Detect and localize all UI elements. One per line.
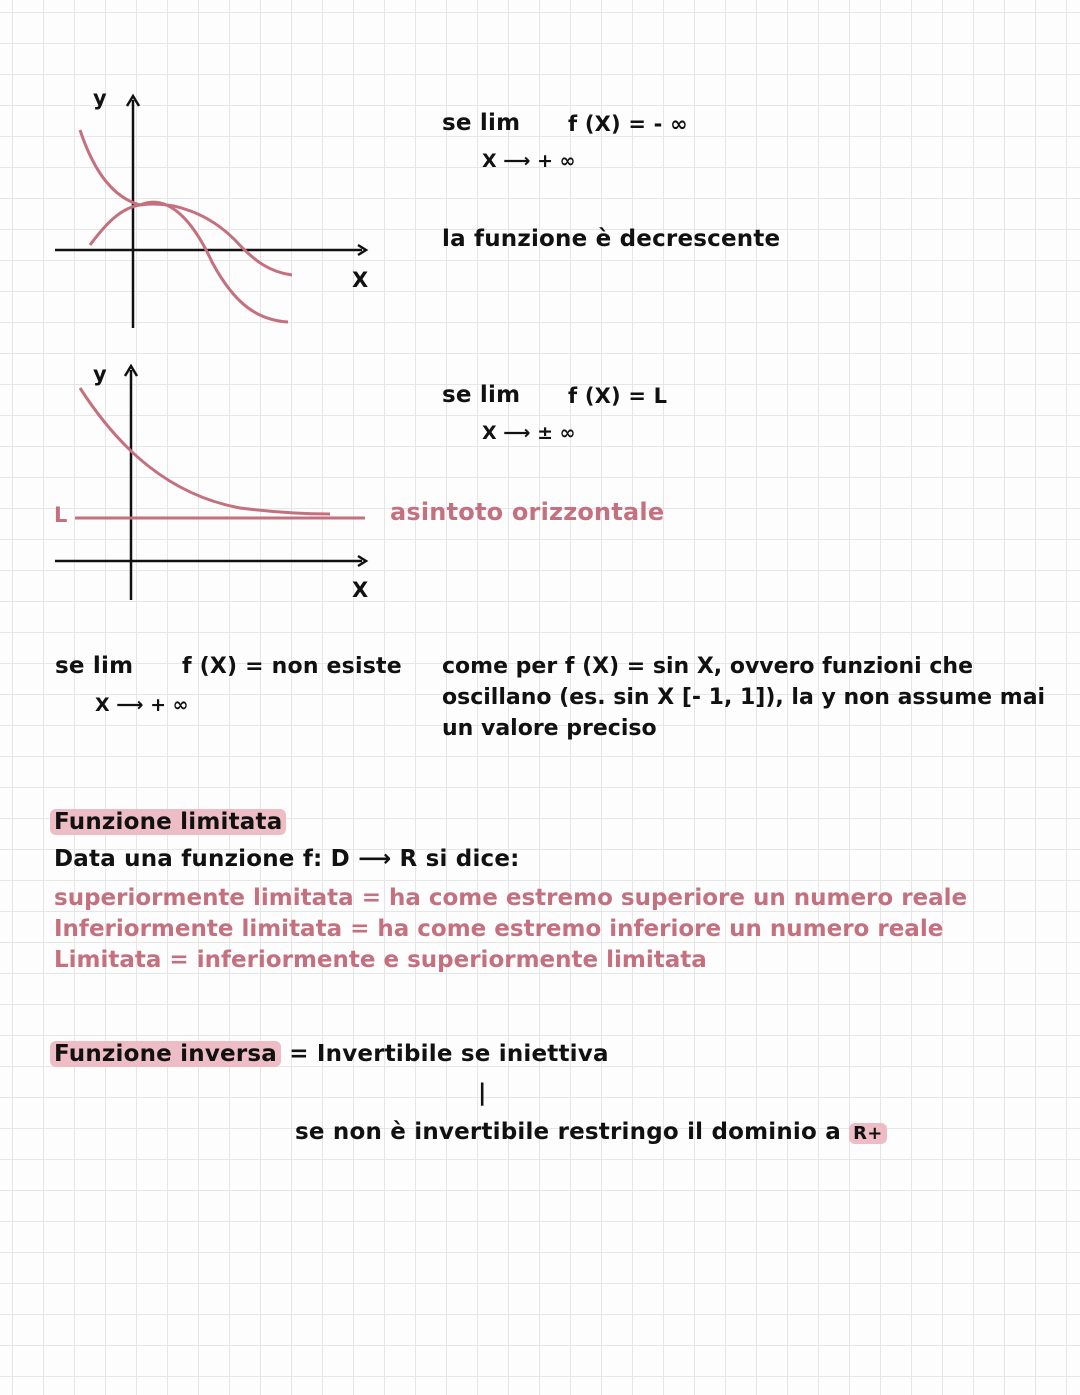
graph2-y-label: y <box>93 362 107 386</box>
limitata-line: superiormente limitata = ha come estremo superiore un numero reale <box>54 885 968 911</box>
limitata-line: Inferiormente limitata = ha come estremo inferiore un numero reale <box>54 916 944 942</box>
block3-fx: f (X) = non esiste <box>182 654 402 679</box>
block2-limit-sub: X ⟶ ± ∞ <box>482 422 576 444</box>
block1-note: la funzione è decrescente <box>442 226 781 252</box>
graph2-l-label: L <box>54 503 68 527</box>
graph1-curve-a <box>80 130 292 275</box>
block2-note: asintoto orizzontale <box>390 498 665 526</box>
block3-desc-line: un valore preciso <box>442 716 657 741</box>
block3-limit-sub: X ⟶ + ∞ <box>95 694 189 716</box>
limitata-heading: Funzione limitata <box>50 809 286 835</box>
graph2-x-label: X <box>352 578 369 602</box>
inversa-domain-tag: R+ <box>849 1123 886 1144</box>
block2-se-lim: se lim <box>442 382 521 408</box>
inversa-bar: | <box>478 1080 487 1106</box>
graph2-arrows <box>125 366 366 566</box>
inversa-note-row <box>295 1119 887 1145</box>
block1-fx: f (X) = - ∞ <box>568 112 688 136</box>
graph1-axes <box>55 100 362 328</box>
block2-fx: f (X) = L <box>568 384 668 408</box>
graph1-arrows <box>127 96 366 255</box>
block3-desc-line: come per f (X) = sin X, ovvero funzioni che <box>442 654 974 679</box>
inversa-text: = Invertibile se iniettiva <box>280 1041 609 1067</box>
inversa-heading: Funzione inversa <box>50 1041 281 1067</box>
limitata-definitions <box>54 883 967 976</box>
inversa-note: se non è invertibile restringo il dominio a <box>295 1119 841 1145</box>
block3-desc-line: oscillano (es. sin X [- 1, 1]), la y non assume mai <box>442 685 1046 710</box>
graph1-y-label: y <box>93 86 107 110</box>
limitata-intro: Data una funzione f: D ⟶ R si dice: <box>54 846 520 872</box>
graph2-curve <box>80 388 330 514</box>
block3-se-lim: se lim <box>55 653 134 679</box>
block1-limit-sub: X ⟶ + ∞ <box>482 150 576 172</box>
graph1-x-label: X <box>352 268 369 292</box>
graph2-axes <box>55 370 362 600</box>
inversa-row <box>50 1041 609 1067</box>
block3-description <box>442 651 1045 744</box>
limitata-line: Limitata = inferiormente e superiormente limitata <box>54 947 707 973</box>
block1-se-lim: se lim <box>442 110 521 136</box>
